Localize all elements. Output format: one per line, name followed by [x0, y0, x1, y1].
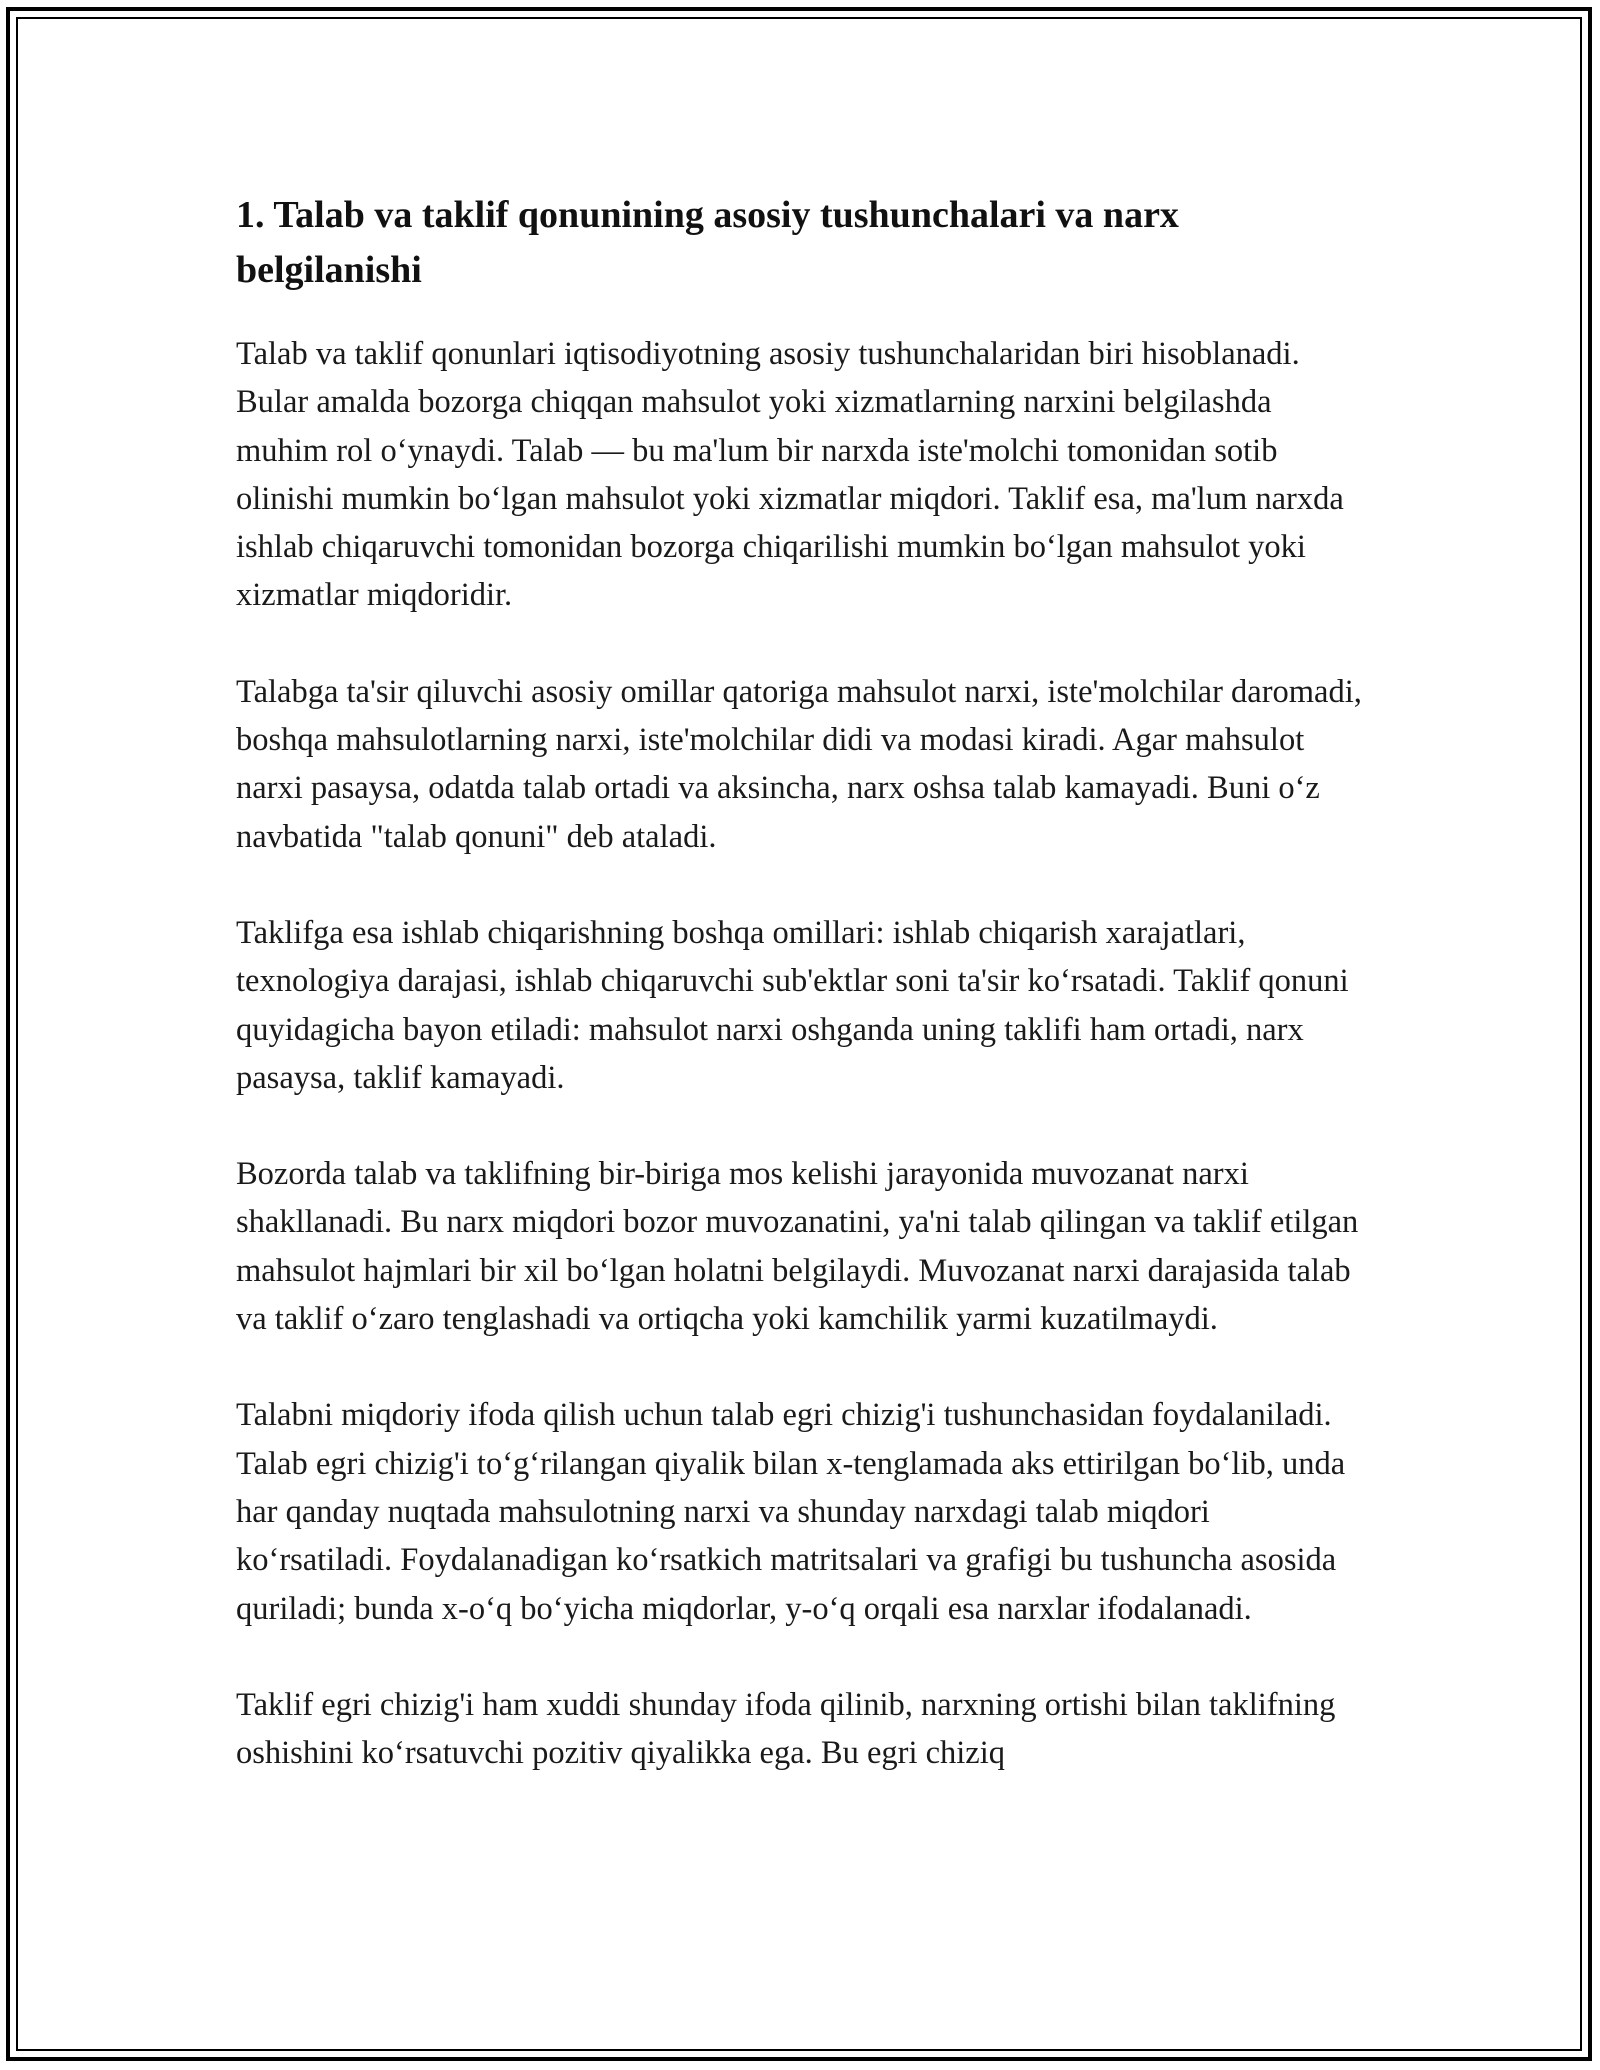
paragraph-6: Taklif egri chizig'i ham xuddi shunday ifoda qilinib, narxning ortishi bilan taklifning oshishini koʻrsatuvchi pozitiv qiyalikka ega. Bu egri chiziq — [236, 1686, 1336, 1772]
paragraph-4: Bozorda talab va taklifning bir-biriga mos kelishi jarayonida muvozanat narxi shakllanadi. Bu narx miqdori bozor muvozanatini, ya'ni talab qilingan va taklif etilgan mahsulot hajmlari bir xil boʻlgan holatni belgilaydi. Muvozanat narxi darajasida talab va taklif oʻzaro tenglashadi va ortiqcha yoki kamchilik yarmi kuzatilmaydi. — [236, 1156, 1359, 1338]
paragraph-3: Taklifga esa ishlab chiqarishning boshqa omillari: ishlab chiqarish xarajatlari, texnologiya darajasi, ishlab chiqaruvchi sub'ektlar soni ta'sir koʻrsatadi. Taklif qonuni quyidagicha bayon etiladi: mahsulot narxi oshganda uning taklifi ham ortadi, narx pasaysa, taklif kamayadi. — [236, 914, 1349, 1096]
paragraph-5: Talabni miqdoriy ifoda qilish uchun talab egri chizig'i tushunchasidan foydalaniladi. Talab egri chizig'i toʻgʻrilangan qiyalik bilan x-tenglamada aks ettirilgan boʻlib, unda har qanday nuqtada mahsulotning narxi va shunday narxdagi talab miqdori koʻrsatiladi. Foydalanadigan koʻrsatkich matritsalari va grafigi bu tushuncha asosida quriladi; bunda x-oʻq boʻyicha miqdorlar, y-oʻq orqali esa narxlar ifodalanadi. — [236, 1397, 1346, 1627]
paragraph-1: Talab va taklif qonunlari iqtisodiyotning asosiy tushunchalaridan biri hisoblanadi. Bular amalda bozorga chiqqan mahsulot yoki xizmatlarning narxini belgilashda muhim rol oʻynaydi. Talab — bu ma'lum bir narxda iste'molchi tomonidan sotib olinishi mumkin boʻlgan mahsulot yoki xizmatlar miqdori. Taklif esa, ma'lum narxda ishlab chiqaruvchi tomonidan bozorga chiqarilishi mumkin boʻlgan mahsulot yoki xizmatlar miqdoridir. — [236, 336, 1344, 614]
document-body — [236, 188, 1366, 1777]
section-heading: 1. Talab va taklif qonunining asosiy tushunchalari va narx belgilanishi — [236, 194, 1179, 291]
paragraph-2: Talabga ta'sir qiluvchi asosiy omillar qatoriga mahsulot narxi, iste'molchilar daromadi, boshqa mahsulotlarning narxi, iste'molchilar didi va modasi kiradi. Agar mahsulot narxi pasaysa, odatda talab ortadi va aksincha, narx oshsa talab kamayadi. Buni oʻz navbatida "talab qonuni" deb ataladi. — [236, 673, 1362, 855]
